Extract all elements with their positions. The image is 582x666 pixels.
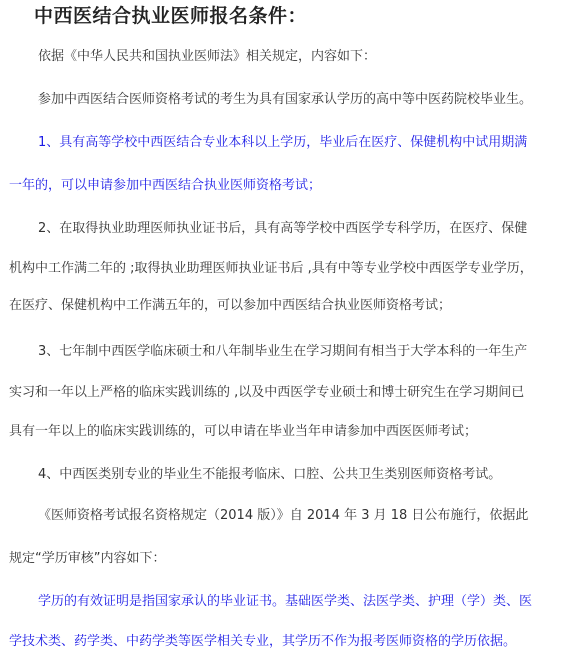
condition-3-line: 实习和一年以上严格的临床实践训练的 ,以及中西医学专业硕士和博士研究生在学习期间已	[9, 385, 525, 400]
regulation-line: 规定“学历审核”内容如下：	[9, 551, 166, 566]
intro-line: 参加中西医结合医师资格考试的考生为具有国家承认学历的高中等中医药院校毕业生。	[38, 92, 533, 107]
condition-2-line: 在医疗、保健机构中工作满五年的，可以参加中西医结合执业医师资格考试；	[9, 298, 452, 313]
education-proof-line: 学技术类、药学类、中药学类等医学相关专业，其学历不作为报考医师资格的学历依据。	[9, 634, 517, 649]
condition-4-line: 4、中西医类别专业的毕业生不能报考临床、口腔、公共卫生类别医师资格考试。	[38, 467, 502, 482]
condition-3-line: 3、七年制中西医学临床硕士和八年制毕业生在学习期间有相当于大学本科的一年生产	[38, 344, 528, 359]
intro-line: 依据《中华人民共和国执业医师法》相关规定，内容如下：	[38, 49, 377, 64]
condition-2-line: 2、在取得执业助理医师执业证书后，具有高等学校中西医学专科学历，在医疗、保健	[38, 221, 528, 236]
regulation-line: 《医师资格考试报名资格规定（2014 版）》自 2014 年 3 月 18 日公布施行，依据此	[38, 508, 529, 523]
condition-2-line: 机构中工作满二年的 ;取得执业助理医师执业证书后 ,具有中等专业学校中西医学专业学历，	[9, 261, 533, 276]
condition-1-line: 一年的，可以申请参加中西医结合执业医师资格考试；	[9, 178, 322, 193]
page-title: 中西医结合执业医师报名条件：	[34, 5, 308, 27]
condition-1-line: 1、具有高等学校中西医结合专业本科以上学历，毕业后在医疗、保健机构中试用期满	[38, 135, 528, 150]
education-proof-line: 学历的有效证明是指国家承认的毕业证书。基础医学类、法医学类、护理（学）类、医	[38, 594, 533, 609]
condition-3-line: 具有一年以上的临床实践训练的，可以申请在毕业当年申请参加中西医医师考试；	[9, 424, 478, 439]
